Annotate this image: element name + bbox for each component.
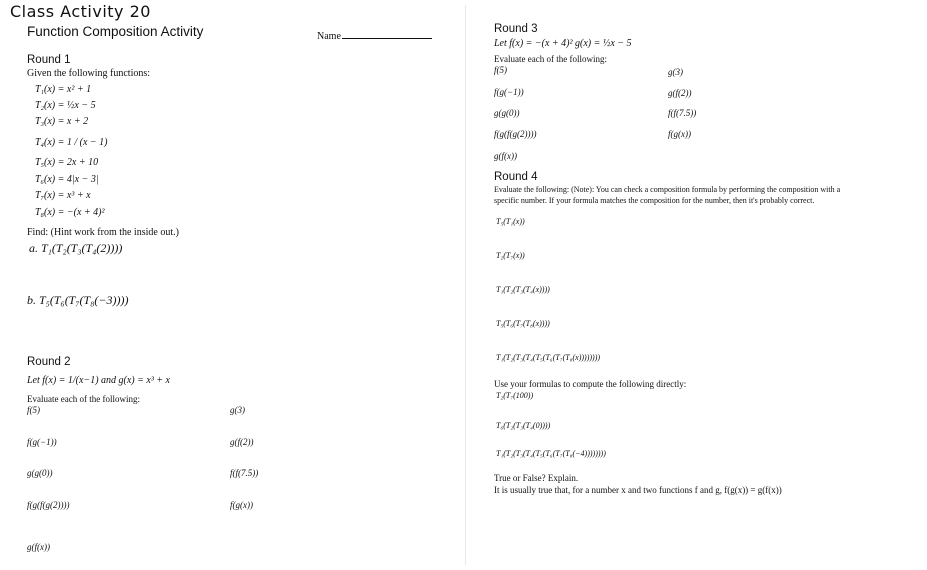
round3-item-f5: f(5) (494, 65, 507, 75)
round4-item-5: T₁(T₂(T₃(T₄(T₅(T₆(T₇(T₈(x)))))))) (496, 353, 601, 362)
round2-item-fg-1: f(g(−1)) (27, 437, 57, 447)
round2-item-g3: g(3) (230, 405, 245, 415)
round2-item-fgx: f(g(x)) (230, 500, 253, 510)
name-line[interactable] (342, 30, 432, 39)
function-t6: T₆(x) = 4|x − 3| (35, 174, 99, 185)
round1-intro: Given the following functions: (27, 68, 151, 79)
round4-direct-item-3: T₁(T₂(T₃(T₄(T₅(T₆(T₇(T₈(−4)))))))) (496, 449, 606, 458)
round3-heading: Round 3 (494, 23, 538, 35)
round3-item-fg-1: f(g(−1)) (494, 87, 524, 97)
round4-item-2: T₂(T₇(x)) (496, 251, 525, 260)
round2-item-ff7_5: f(f(7.5)) (230, 468, 259, 478)
round2-instructions: Evaluate each of the following: (27, 394, 140, 404)
function-t1: T₁(x) = x² + 1 (35, 84, 92, 95)
function-t4: T₄(x) = 1 / (x − 1) (35, 137, 108, 148)
round3-item-g3: g(3) (668, 67, 683, 77)
round3-item-fgfg2: f(g(f(g(2)))) (494, 129, 537, 139)
round2-item-gfx: g(f(x)) (27, 542, 50, 552)
round1-question-a: a. T₁(T₂(T₃(T₄(2)))) (29, 241, 123, 255)
function-t5: T₅(x) = 2x + 10 (35, 157, 99, 168)
function-t7: T₇(x) = x³ + x (35, 190, 91, 201)
round2-definition: Let f(x) = 1/(x−1) and g(x) = x³ + x (27, 375, 170, 386)
round2-item-fgfg2: f(g(f(g(2)))) (27, 500, 70, 510)
round3-definition: Let f(x) = −(x + 4)² g(x) = ½x − 5 (494, 38, 632, 49)
function-t2: T₂(x) = ½x − 5 (35, 100, 96, 111)
name-label: Name (317, 31, 341, 42)
round4-item-3: T₁(T₂(T₃(T₄(x)))) (496, 285, 550, 294)
function-t3: T₃(x) = x + 2 (35, 116, 89, 127)
round4-direct-item-1: T₂(T₇(100)) (496, 391, 534, 400)
round4-item-4: T₅(T₆(T₇(T₈(x)))) (496, 319, 550, 328)
function-t8: T₈(x) = −(x + 4)² (35, 207, 105, 218)
round2-item-gf2: g(f(2)) (230, 437, 254, 447)
round1-question-b: b. T₅(T₆(T₇(T₈(−3)))) (27, 293, 129, 307)
round3-item-gfx: g(f(x)) (494, 151, 517, 161)
page-divider (465, 5, 466, 565)
round1-heading: Round 1 (27, 54, 71, 66)
true-false-statement: It is usually true that, for a number x and two functions f and g, f(g(x)) = g(f(x)) (494, 485, 782, 495)
round2-item-gg0: g(g(0)) (27, 468, 53, 478)
round4-instructions-line1: Evaluate the following: (Note): You can check a composition formula by performing the composition with a (494, 185, 841, 194)
true-false-heading: True or False? Explain. (494, 473, 579, 483)
round4-direct-item-2: T₆(T₂(T₃(T₄(0)))) (496, 421, 551, 430)
round2-heading: Round 2 (27, 356, 71, 368)
name-field[interactable] (317, 30, 432, 42)
round2-item-f5: f(5) (27, 405, 40, 415)
round3-item-gg0: g(g(0)) (494, 108, 520, 118)
round3-instructions: Evaluate each of the following: (494, 54, 607, 64)
round4-use-formulas: Use your formulas to compute the following directly: (494, 379, 687, 389)
page-title: Function Composition Activity (27, 24, 204, 39)
round3-item-ff7_5: f(f(7.5)) (668, 108, 697, 118)
round1-find: Find: (Hint work from the inside out.) (27, 227, 179, 238)
round3-item-gf2: g(f(2)) (668, 88, 692, 98)
round4-heading: Round 4 (494, 171, 538, 183)
round4-item-1: T₅(T₁(x)) (496, 217, 525, 226)
round4-instructions-line2: specific number. If your formula matches the composition for the number, then it's probably correct. (494, 196, 815, 205)
handwritten-title: Class Activity 20 (10, 2, 151, 21)
round3-item-fgx: f(g(x)) (668, 129, 691, 139)
